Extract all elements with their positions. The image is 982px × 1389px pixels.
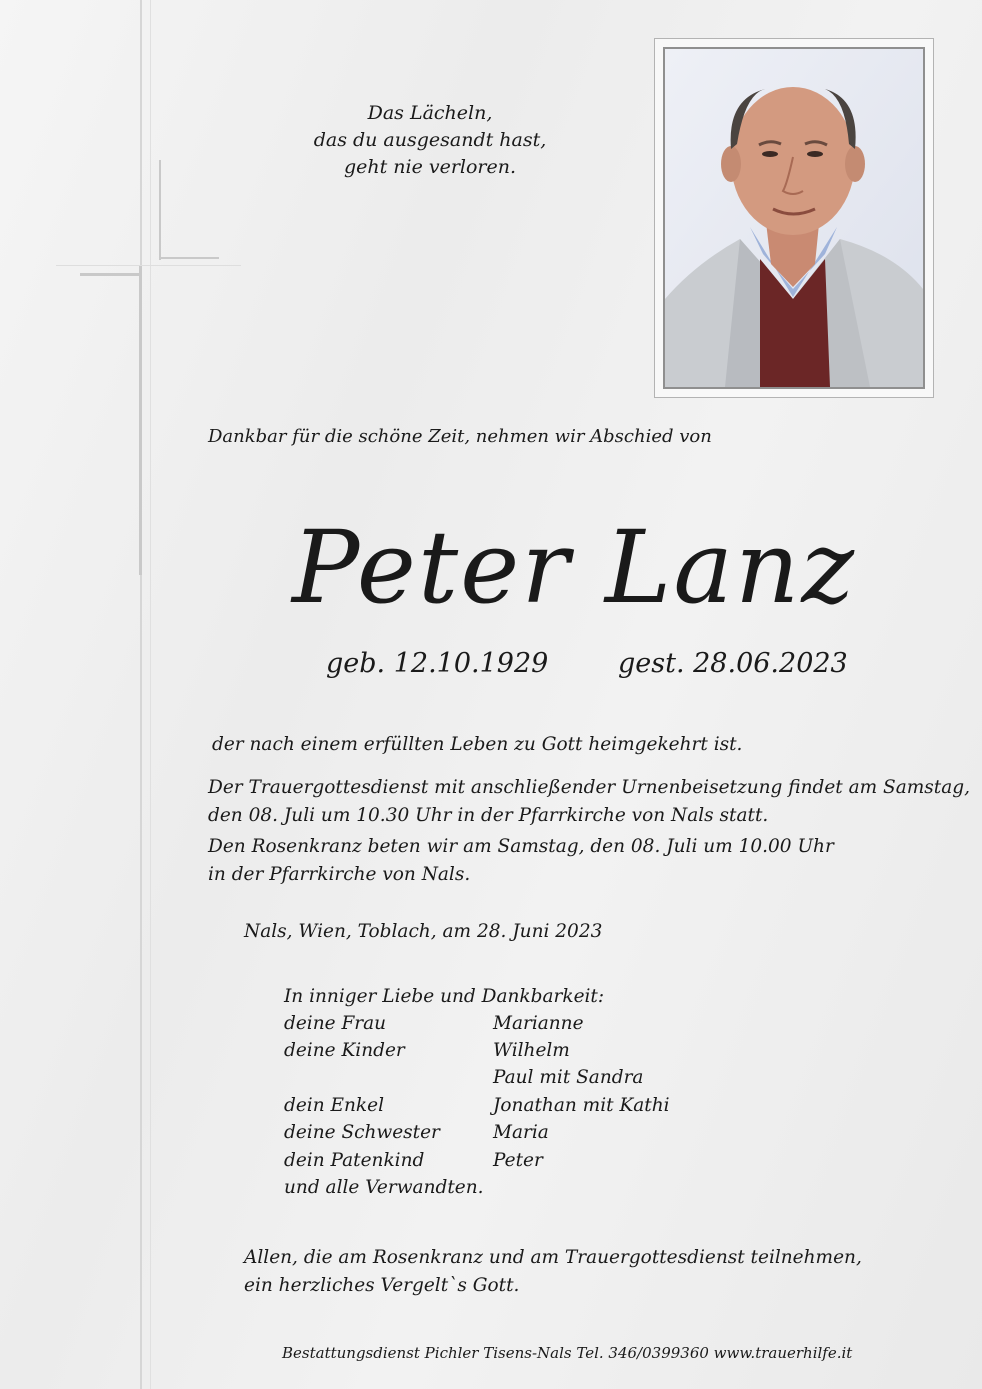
service-text-line: den 08. Juli um 10.30 Uhr in der Pfarrkirche von Nals statt.: [208, 805, 769, 826]
mourner-names: Peter: [493, 1150, 543, 1171]
mourner-names: Wilhelm: [493, 1040, 570, 1061]
photo-frame: [654, 38, 934, 398]
mourners-intro: In inniger Liebe und Dankbarkeit:: [284, 986, 605, 1007]
quote: [280, 100, 580, 181]
death-date: gest. 28.06.2023: [618, 648, 848, 679]
mourner-relation: und alle Verwandten.: [284, 1177, 484, 1198]
thanks-line: Allen, die am Rosenkranz und am Trauergottesdienst teilnehmen,: [244, 1247, 862, 1268]
portrait-photo: [663, 47, 925, 389]
quote-line: geht nie verloren.: [343, 156, 517, 178]
rosary-text-line: in der Pfarrkirche von Nals.: [208, 864, 471, 885]
mourner-relation: dein Enkel: [284, 1095, 384, 1116]
mourner-names: Maria: [493, 1122, 549, 1143]
mourner-relation: deine Frau: [284, 1013, 387, 1034]
mourner-names: Jonathan mit Kathi: [493, 1095, 670, 1116]
quote-line: das du ausgesandt hast,: [313, 129, 547, 151]
service-text-line: Der Trauergottesdienst mit anschließender Urnenbeisetzung findet am Samstag,: [208, 777, 970, 798]
thanks-line: ein herzliches Vergelt`s Gott.: [244, 1275, 520, 1296]
footer-contact: Bestattungsdienst Pichler Tisens-Nals Tel. 346/0399360 www.trauerhilfe.it: [282, 1344, 853, 1362]
rosary-text-line: Den Rosenkranz beten wir am Samstag, den 08. Juli um 10.00 Uhr: [208, 836, 834, 857]
mourner-names: Paul mit Sandra: [493, 1067, 644, 1088]
mourner-relation: deine Kinder: [284, 1040, 405, 1061]
birth-date: geb. 12.10.1929: [326, 648, 549, 679]
cross-icon: [56, 160, 246, 580]
text-line: der nach einem erfüllten Leben zu Gott heimgekehrt ist.: [212, 734, 743, 755]
place-date: Nals, Wien, Toblach, am 28. Juni 2023: [244, 921, 603, 942]
intro-text: Dankbar für die schöne Zeit, nehmen wir Abschied von: [208, 426, 712, 447]
quote-line: Das Lächeln,: [367, 102, 493, 124]
mourner-names: Marianne: [493, 1013, 584, 1034]
deceased-name: Peter Lanz: [292, 509, 857, 626]
mourner-relation: dein Patenkind: [284, 1150, 425, 1171]
mourner-relation: deine Schwester: [284, 1122, 440, 1143]
